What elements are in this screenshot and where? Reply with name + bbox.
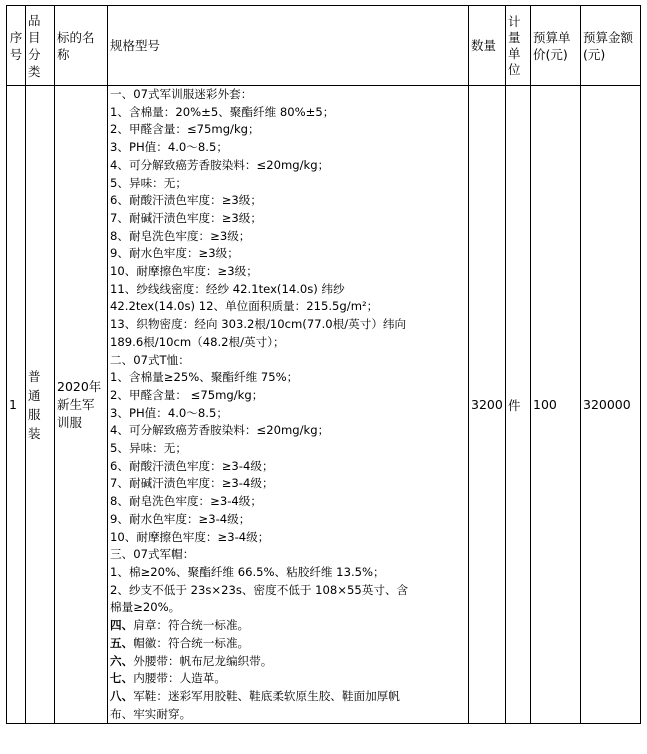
spec-line: 1、含棉量≥25%、聚酯纤维 75%； bbox=[110, 370, 299, 385]
spec-line: 13、织物密度：经向 303.2根/10cm(77.0根/英寸）纬向 bbox=[110, 317, 407, 332]
spec-line: 3、PH值：4.0～8.5； bbox=[110, 405, 228, 420]
spec-line: 189.6根/10cm（48.2根/英寸）； bbox=[110, 334, 285, 349]
header-amount: 预算金额(元) bbox=[581, 6, 641, 86]
spec-line: 四、肩章：符合统一标准。 bbox=[110, 618, 250, 633]
spec-line: 10、耐摩擦色牢度：≥3级； bbox=[110, 264, 258, 279]
spec-line: 4、可分解致癌芳香胺染料：≤20mg/kg； bbox=[110, 423, 330, 438]
spec-line: 五、帽徽：符合统一标准。 bbox=[110, 635, 250, 650]
header-name: 标的名称 bbox=[55, 6, 108, 86]
spec-line: 三、07式军帽： bbox=[110, 547, 195, 562]
spec-line: 六、外腰带：帆布尼龙编织带。 bbox=[110, 653, 273, 668]
header-unit-price: 预算单价(元) bbox=[531, 6, 581, 86]
header-index: 序号 bbox=[7, 6, 26, 86]
spec-line: 二、07式T恤： bbox=[110, 352, 190, 367]
spec-line: 棉量≥20%。 bbox=[110, 600, 181, 615]
spec-line: 2、甲醛含量：≤75mg/kg； bbox=[110, 122, 260, 137]
header-category: 品目分类 bbox=[26, 6, 55, 86]
spec-line: 2、甲醛含量： ≤75mg/kg； bbox=[110, 387, 264, 402]
spec-line: 6、耐酸汗渍色牢度：≥3-4级； bbox=[110, 458, 274, 473]
cell-unit-price: 100 bbox=[531, 86, 581, 724]
cell-name: 2020年新生军训服 bbox=[55, 86, 108, 724]
spec-line: 1、棉≥20%、聚酯纤维 66.5%、粘胶纤维 13.5%； bbox=[110, 564, 385, 579]
spec-lines bbox=[110, 86, 466, 723]
spec-line: 2、纱支不低于 23s×23s、密度不低于 108×55英寸、含 bbox=[110, 582, 409, 597]
cell-amount: 320000 bbox=[581, 86, 641, 724]
spec-line: 一、07式军训服迷彩外套： bbox=[110, 87, 253, 101]
spec-line: 8、耐皂洗色牢度：≥3-4级； bbox=[110, 494, 262, 509]
spec-line: 42.2tex(14.0s) 12、单位面积质量：215.5g/m²； bbox=[110, 299, 379, 314]
header-unit: 计量单位 bbox=[506, 6, 531, 86]
spec-line: 7、耐碱汗渍色牢度：≥3级； bbox=[110, 210, 262, 225]
spec-line: 1、含棉量：20%±5、聚酯纤维 80%±5； bbox=[110, 104, 335, 119]
spec-line: 11、纱线线密度：经纱 42.1tex(14.0s) 纬纱 bbox=[110, 281, 345, 296]
cell-unit: 件 bbox=[506, 86, 531, 724]
spec-line: 9、耐水色牢度：≥3级； bbox=[110, 246, 239, 261]
cell-spec bbox=[108, 86, 469, 724]
spec-line: 布、牢实耐穿。 bbox=[110, 706, 192, 721]
spec-line: 7、耐碱汗渍色牢度：≥3-4级； bbox=[110, 476, 274, 491]
header-row bbox=[7, 6, 641, 86]
spec-line: 八、军鞋：迷彩军用胶鞋、鞋底柔软原生胶、鞋面加厚帆 bbox=[110, 688, 400, 703]
header-quantity: 数量 bbox=[469, 6, 506, 86]
spec-line: 4、可分解致癌芳香胺染料：≤20mg/kg； bbox=[110, 157, 330, 172]
table-row bbox=[7, 86, 641, 724]
procurement-table bbox=[6, 5, 641, 724]
spec-line: 9、耐水色牢度：≥3-4级； bbox=[110, 511, 251, 526]
spec-line: 6、耐酸汗渍色牢度：≥3级； bbox=[110, 193, 262, 208]
cell-quantity: 3200 bbox=[469, 86, 506, 724]
spec-line: 3、PH值：4.0～8.5； bbox=[110, 140, 228, 155]
cell-index: 1 bbox=[7, 86, 26, 724]
spec-line: 5、异味：无； bbox=[110, 441, 187, 456]
spec-line: 5、异味：无； bbox=[110, 175, 187, 190]
spec-line: 8、耐皂洗色牢度：≥3级； bbox=[110, 228, 251, 243]
spec-line: 10、耐摩擦色牢度：≥3-4级； bbox=[110, 529, 270, 544]
cell-category: 普通服装 bbox=[26, 86, 55, 724]
header-spec: 规格型号 bbox=[108, 6, 469, 86]
spec-line: 七、内腰带：人造革。 bbox=[110, 671, 226, 686]
